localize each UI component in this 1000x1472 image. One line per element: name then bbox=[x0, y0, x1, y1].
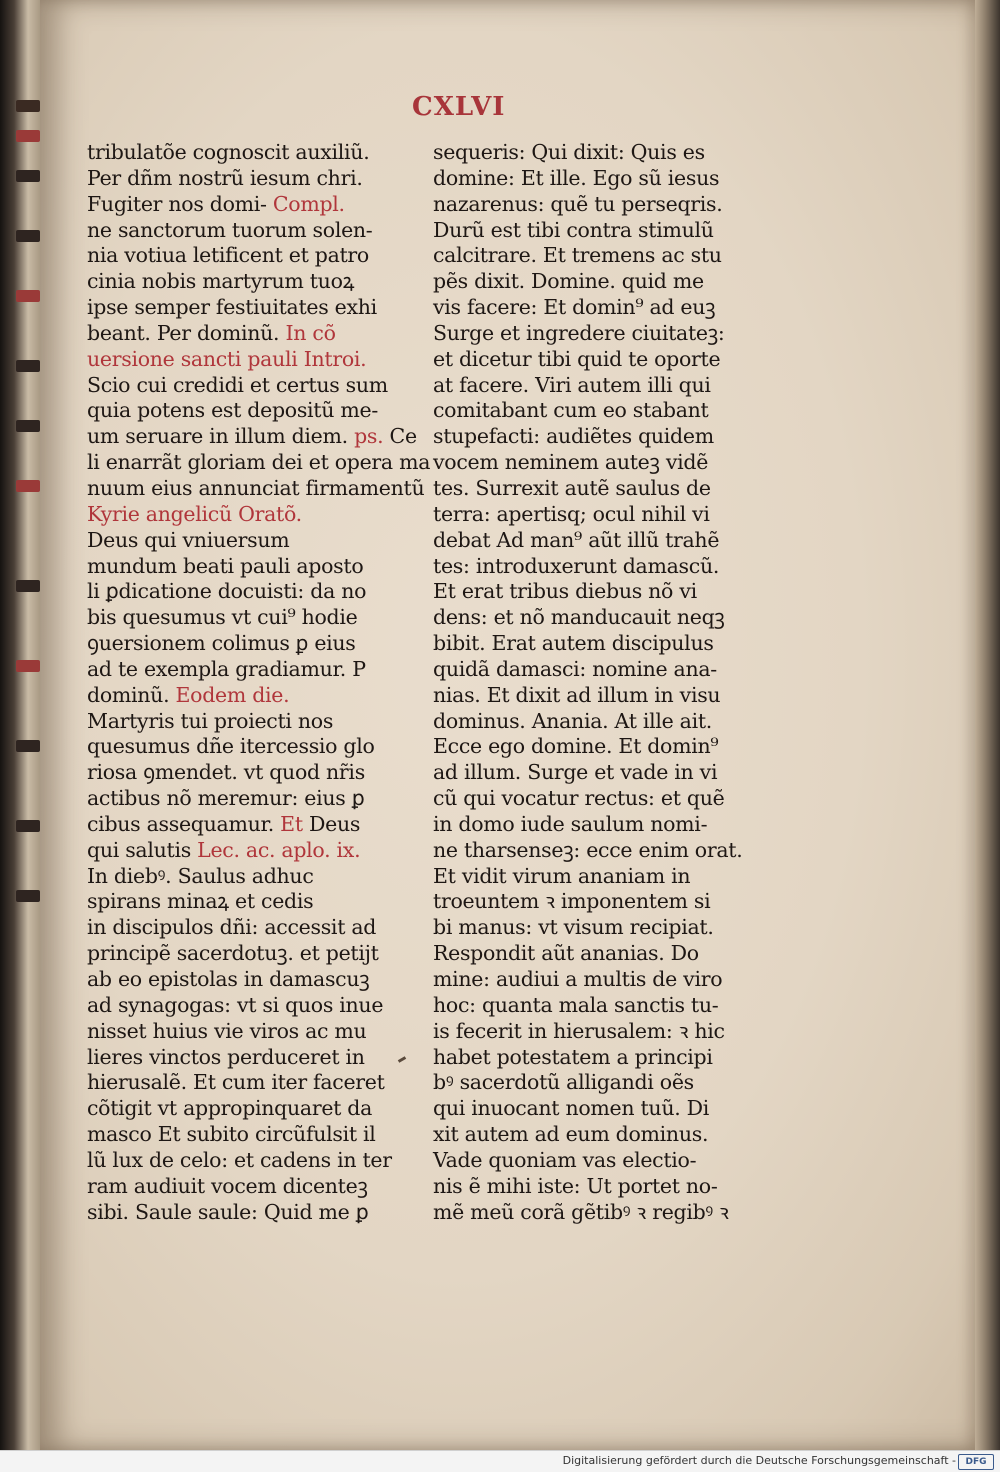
rubric-text: Kyrie angelicũ Oratõ. bbox=[87, 501, 302, 526]
rubric-text: Eodem die. bbox=[175, 682, 290, 707]
text-line: domine: Et ille. Ego sũ iesus bbox=[433, 165, 720, 190]
text-line: ad te exempla gradiamur. P bbox=[87, 656, 366, 681]
text-line: sequeris: Qui dixit: Quis es bbox=[433, 140, 705, 164]
right-page-edge bbox=[975, 0, 1000, 1450]
text-line: cõtigit vt appropinquaret da bbox=[87, 1096, 373, 1121]
text-line: mine: audiui a multis de viro bbox=[433, 967, 723, 991]
text-line: Martyris tui proiecti nos bbox=[87, 708, 334, 733]
text-line: nisset huius vie viros ac mu bbox=[87, 1018, 367, 1043]
text-line: sibi. Saule saule: Quid me ꝑ bbox=[87, 1199, 369, 1224]
text-line: ram audiuit vocem dicenteꝫ bbox=[87, 1173, 368, 1198]
text-line: ab eo epistolas in damascuꝫ bbox=[87, 967, 370, 991]
text-line: debat Ad man⁹ aũt illũ trahẽ bbox=[433, 527, 720, 552]
text-line: tes: introduxerunt damascũ. bbox=[433, 553, 720, 578]
text-line: quia potens est depositũ me- bbox=[87, 398, 378, 423]
footer-bar bbox=[0, 1450, 1000, 1472]
rubric-text: Et bbox=[280, 811, 303, 836]
text-fragment bbox=[16, 170, 40, 182]
text-fragment bbox=[16, 740, 40, 752]
text-line: Et vidit virum ananiam in bbox=[433, 863, 691, 888]
text-line: beant. Per dominũ. In cõ bbox=[87, 320, 336, 345]
right-text-column bbox=[433, 140, 753, 1225]
text-fragment bbox=[16, 820, 40, 832]
text-line: tribulatõe cognoscit auxiliũ. bbox=[87, 140, 370, 164]
left-text-column bbox=[87, 140, 431, 1225]
text-line: cũ qui vocatur rectus: et quẽ bbox=[433, 786, 725, 811]
text-line: comitabant cum eo stabant bbox=[433, 398, 709, 423]
text-line: lieres vinctos perduceret in bbox=[87, 1044, 365, 1069]
text-line: ad synagogas: vt si quos inue bbox=[87, 992, 384, 1017]
text-line: vocem neminem auteꝫ vidẽ bbox=[433, 450, 709, 475]
text-line: stupefacti: audiẽtes quidem bbox=[433, 424, 714, 449]
text-line: bi manus: vt visum recipiat. bbox=[433, 915, 714, 940]
text-fragment bbox=[16, 130, 40, 142]
text-line: troeuntem ꝛ imponentem si bbox=[433, 889, 711, 914]
text-line: vis facere: Et domin⁹ ad euꝫ bbox=[433, 295, 716, 320]
text-line: et dicetur tibi quid te oporte bbox=[433, 346, 721, 371]
folio-number: CXLVI bbox=[412, 92, 506, 122]
text-line: mundum beati pauli aposto bbox=[87, 553, 364, 578]
text-line: li ꝑdicatione docuisti: da no bbox=[87, 579, 367, 604]
text-fragment bbox=[16, 660, 40, 672]
text-line: nias. Et dixit ad illum in visu bbox=[433, 682, 721, 707]
text-line: hoc: quanta mala sanctis tu- bbox=[433, 992, 719, 1017]
text-fragment bbox=[16, 480, 40, 492]
text-line: Vade quoniam vas electio- bbox=[433, 1147, 697, 1172]
text-line: qui inuocant nomen tuũ. Di bbox=[433, 1096, 710, 1121]
text-line: nazarenus: quẽ tu perseqris. bbox=[433, 191, 723, 216]
text-line: xit autem ad eum dominus. bbox=[433, 1122, 709, 1147]
text-line: In diebꝰ. Saulus adhuc bbox=[87, 863, 314, 888]
text-line: qui salutis Lec. ac. aplo. ix. bbox=[87, 837, 361, 862]
text-line: in domo iude saulum nomi- bbox=[433, 811, 708, 836]
text-line: at facere. Viri autem illi qui bbox=[433, 372, 711, 397]
text-line: masco Et subito circũfulsit il bbox=[87, 1122, 376, 1147]
text-line: bis quesumus vt cui⁹ hodie bbox=[87, 605, 358, 630]
text-line: nia votiua letificent et patro bbox=[87, 243, 369, 268]
left-page-edge bbox=[0, 0, 40, 1450]
text-line: ipse semper festiuitates exhi bbox=[87, 295, 377, 320]
text-line: ꝯuersionem colimus ꝑ eius bbox=[87, 631, 356, 656]
text-line: nuum eius annunciat firmamentũ bbox=[87, 475, 425, 500]
text-line: pẽs dixit. Domine. quid me bbox=[433, 269, 704, 294]
text-line: ad illum. Surge et vade in vi bbox=[433, 760, 718, 785]
text-line: actibus nõ meremur: eius ꝑ bbox=[87, 786, 365, 811]
text-line: is fecerit in hierusalem: ꝛ hic bbox=[433, 1018, 725, 1043]
text-line: calcitrare. Et tremens ac stu bbox=[433, 243, 722, 268]
text-line: bꝰ sacerdotũ alligandi oẽs bbox=[433, 1070, 694, 1095]
text-line: dominus. Anania. At ille ait. bbox=[433, 708, 713, 733]
text-line: um seruare in illum diem. ps. Ce bbox=[87, 424, 417, 449]
text-line: habet potestatem a principi bbox=[433, 1044, 713, 1069]
rubric-text: uersione sancti pauli Introi. bbox=[87, 346, 367, 371]
dfg-logo: DFG bbox=[958, 1454, 994, 1470]
text-fragment bbox=[16, 890, 40, 902]
text-line: in discipulos dñi: accessit ad bbox=[87, 915, 377, 940]
rubric-text: In cõ bbox=[285, 320, 336, 345]
rubric-text: ps. bbox=[354, 424, 384, 449]
text-line: li enarrãt gloriam dei et opera ma bbox=[87, 450, 431, 475]
text-fragment bbox=[16, 290, 40, 302]
text-line bbox=[87, 502, 407, 528]
text-line: cinia nobis martyrum tuoꝝ bbox=[87, 269, 355, 294]
text-line: Fugiter nos domi- Compl. bbox=[87, 191, 345, 216]
text-line: bibit. Erat autem discipulus bbox=[433, 631, 714, 656]
text-line: terra: apertisq; ocul nihil vi bbox=[433, 501, 710, 526]
text-line: tes. Surrexit autẽ saulus de bbox=[433, 475, 711, 500]
text-line: mẽ meũ corã gẽtibꝰ ꝛ regibꝰ ꝛ bbox=[433, 1199, 729, 1224]
text-line: nis ẽ mihi iste: Ut portet no- bbox=[433, 1173, 718, 1198]
text-line: hierusalẽ. Et cum iter faceret bbox=[87, 1070, 385, 1095]
text-line: cibus assequamur. Et Deus bbox=[87, 811, 361, 836]
rubric-text: Compl. bbox=[272, 191, 345, 216]
text-line: spirans minaꝝ et cedis bbox=[87, 889, 314, 914]
text-line: quesumus dñe itercessio glo bbox=[87, 734, 375, 759]
text-fragment bbox=[16, 420, 40, 432]
text-line: principẽ sacerdotuꝫ. et petijt bbox=[87, 941, 379, 966]
text-line: ne tharsenseꝫ: ecce enim orat. bbox=[433, 837, 743, 862]
text-line: Deus qui vniuersum bbox=[87, 527, 290, 552]
text-line: dominũ. Eodem die. bbox=[87, 682, 290, 707]
footer-credit-text: Digitalisierung gefördert durch die Deutsche Forschungsgemeinschaft - bbox=[562, 1454, 956, 1467]
text-line: quidã damasci: nomine ana- bbox=[433, 656, 717, 681]
text-line: riosa ꝯmendet. vt quod nr̃is bbox=[87, 760, 365, 785]
text-fragment bbox=[16, 580, 40, 592]
text-line bbox=[87, 347, 407, 373]
text-line: Surge et ingredere ciuitateꝫ: bbox=[433, 320, 725, 345]
text-line: Per dñm nostrũ iesum chri. bbox=[87, 165, 363, 190]
text-line: Respondit aũt ananias. Do bbox=[433, 941, 699, 966]
text-line: Ecce ego domine. Et domin⁹ bbox=[433, 734, 719, 759]
text-line: dens: et nõ manducauit neqꝫ bbox=[433, 605, 725, 630]
text-fragment bbox=[16, 100, 40, 112]
text-line: Scio cui credidi et certus sum bbox=[87, 372, 388, 397]
text-line: Durũ est tibi contra stimulũ bbox=[433, 217, 714, 242]
text-fragment bbox=[16, 360, 40, 372]
text-line: Et erat tribus diebus nõ vi bbox=[433, 579, 697, 604]
left-page-text-fragments bbox=[14, 60, 40, 1400]
text-fragment bbox=[16, 230, 40, 242]
rubric-text: Lec. ac. aplo. ix. bbox=[197, 837, 361, 862]
text-line: ne sanctorum tuorum solen- bbox=[87, 217, 373, 242]
text-line: lũ lux de celo: et cadens in ter bbox=[87, 1147, 392, 1172]
